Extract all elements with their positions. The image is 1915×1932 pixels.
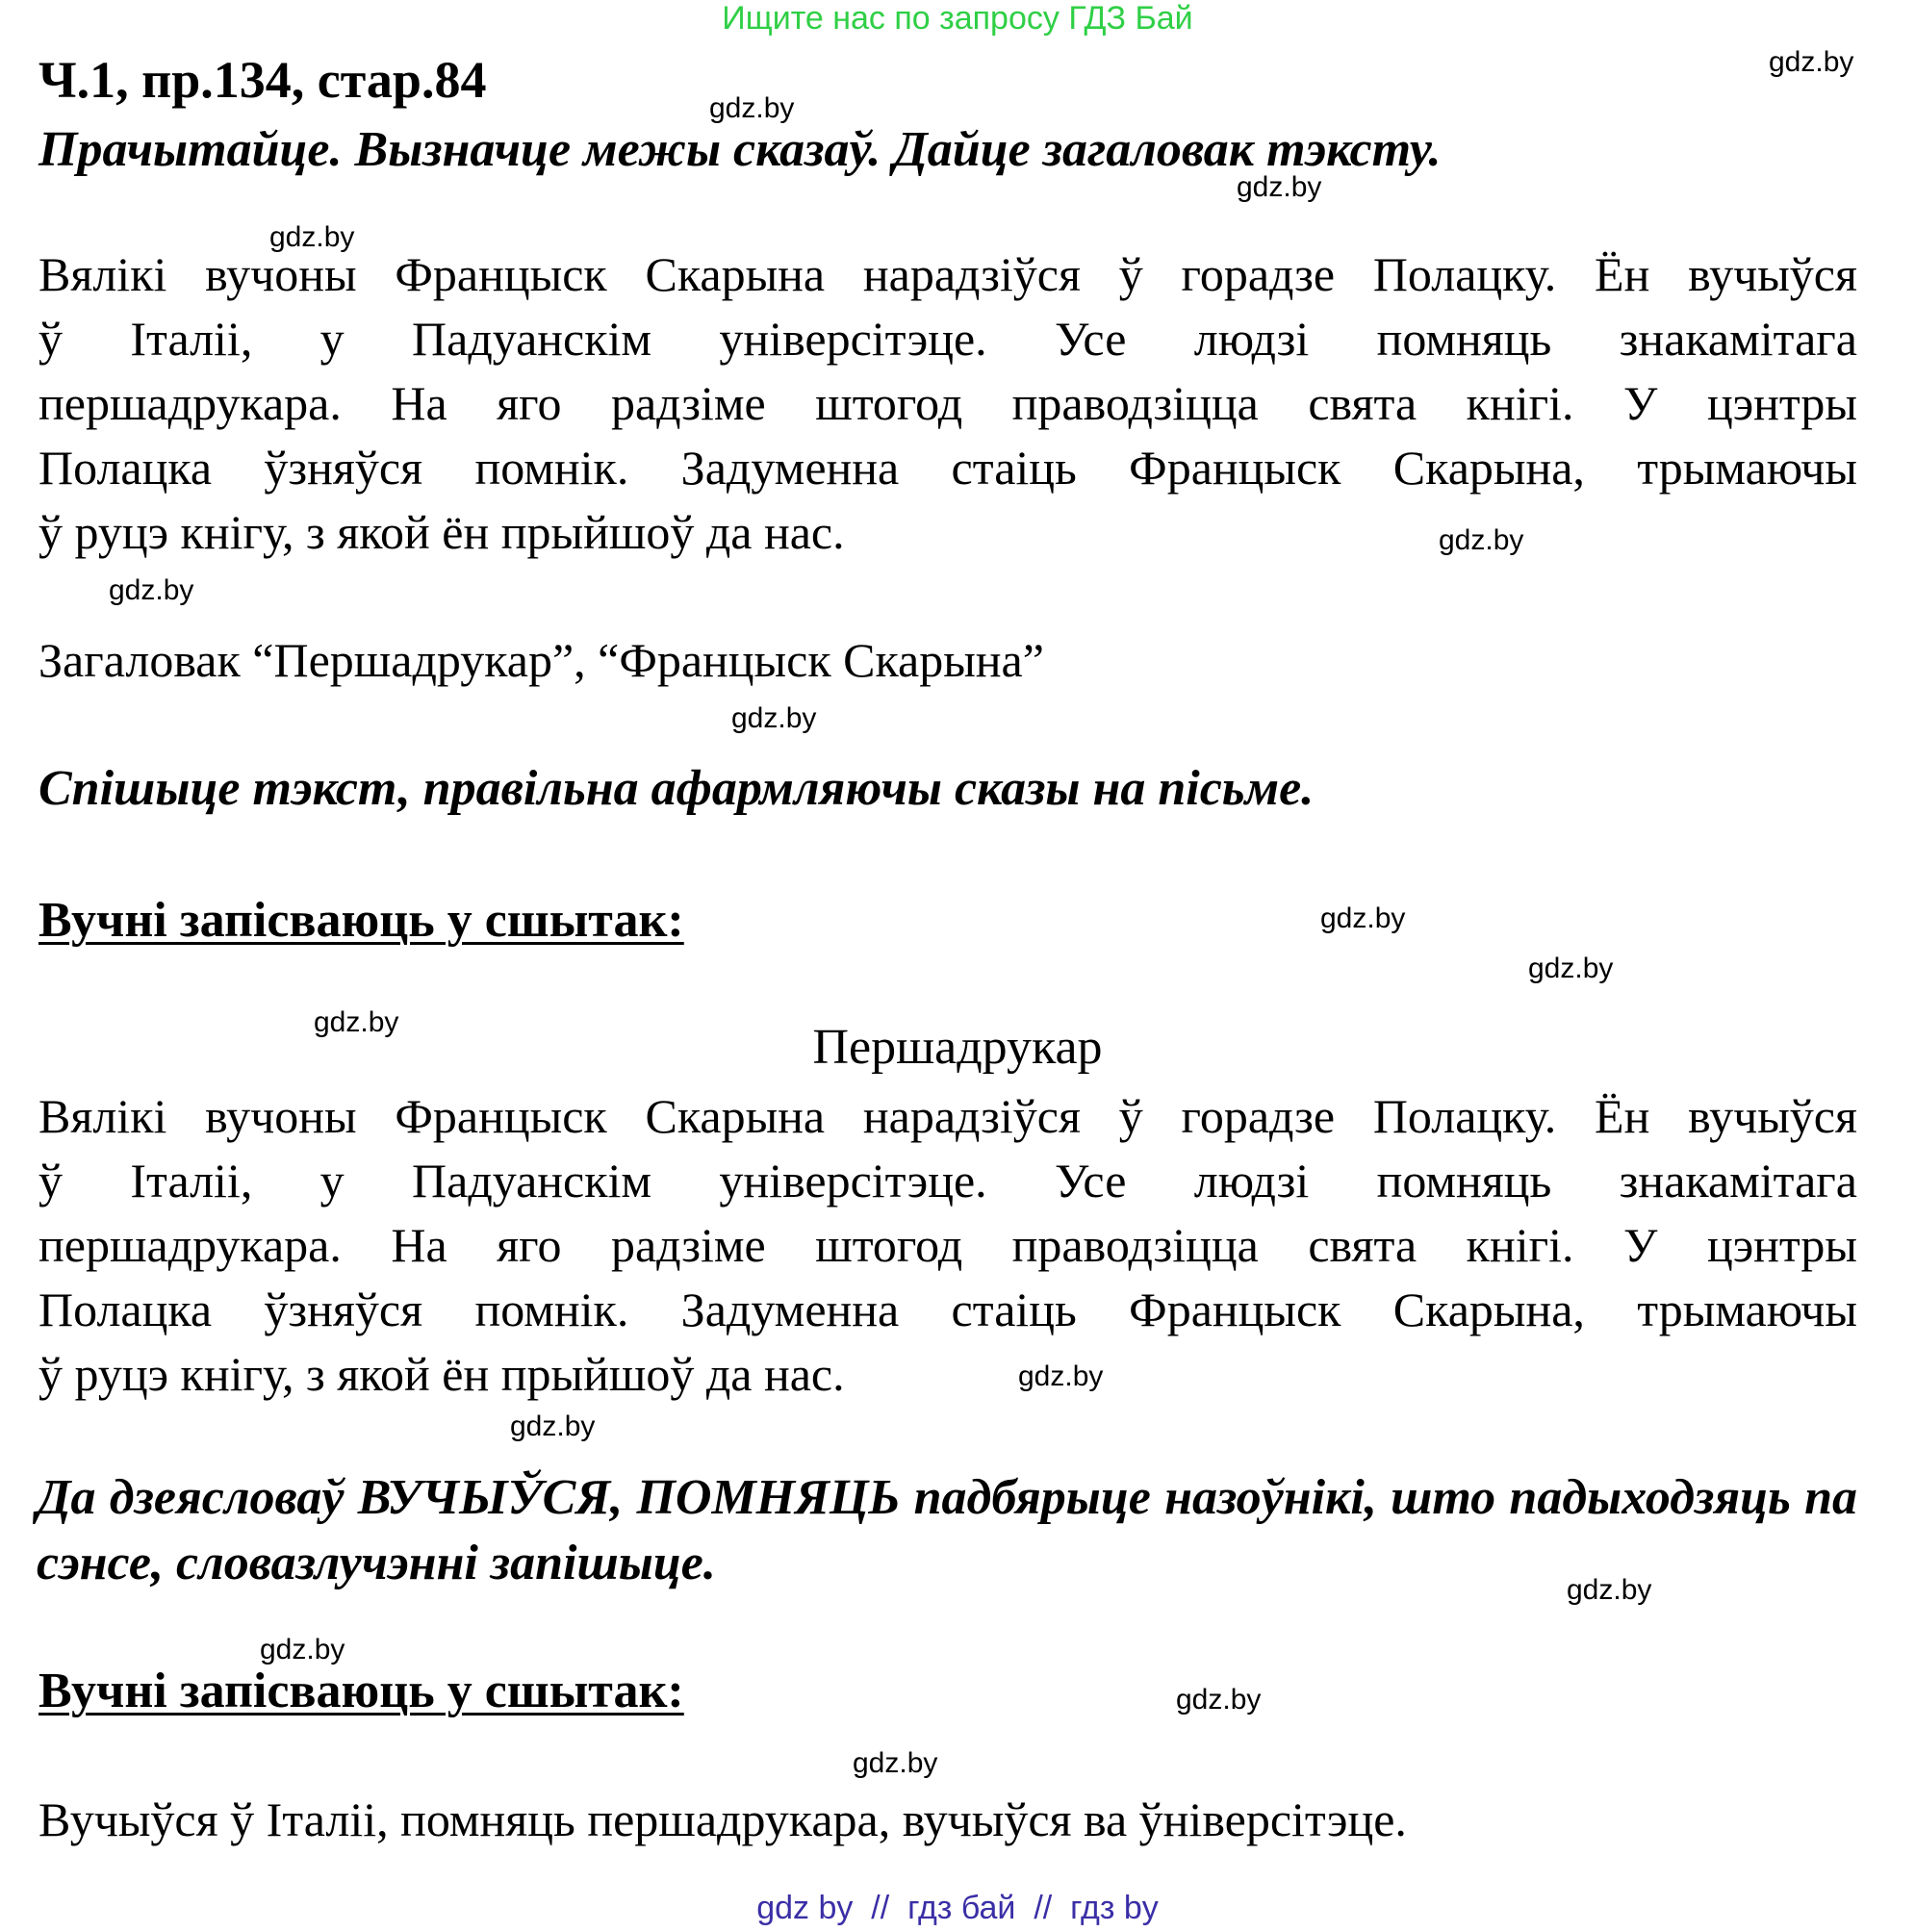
watermark: gdz.by bbox=[1439, 524, 1524, 556]
watermark: gdz.by bbox=[1320, 902, 1406, 934]
source-text bbox=[38, 242, 1857, 565]
task-1-instruction: Прачытайце. Вызначце межы сказаў. Дайце загаловак тэксту. bbox=[38, 122, 1442, 177]
task-3-instruction: Да дзеясловаў ВУЧЫЎСЯ, ПОМНЯЦЬ падбярыце назоўнікі, што падыходзяць па сэнсе, словазлучэнні запішыце. bbox=[37, 1470, 1857, 1590]
watermark: gdz.by bbox=[1018, 1360, 1104, 1392]
task-2-instruction: Спішыце тэкст, правільна афармляючы сказы на пісьме. bbox=[38, 761, 1315, 816]
copied-text-line: Полацка ўзняўся помнік. Задуменна стаіць Францыск Скарына, трымаючы bbox=[38, 1283, 1857, 1336]
watermark: gdz.by bbox=[1176, 1684, 1262, 1716]
watermark: gdz.by bbox=[269, 221, 355, 253]
page-heading: Ч.1, пр.134, стар.84 bbox=[38, 51, 487, 109]
watermark: gdz.by bbox=[510, 1411, 596, 1442]
copied-text-line: ў Італіі, у Падуанскім універсітэце. Усе людзі помняць знакамітага bbox=[38, 1154, 1857, 1208]
watermark: gdz.by bbox=[853, 1747, 938, 1779]
notebook-heading-1: Вучні запісваюць у сшытак: bbox=[38, 893, 684, 948]
source-text-line: Вялікі вучоны Францыск Скарына нарадзіўся ў горадзе Полацку. Ён вучыўся bbox=[38, 247, 1857, 301]
top-banner: Ищите нас по запросу ГДЗ Бай bbox=[722, 0, 1193, 37]
source-text-line: першадрукара. На яго радзіме штогод праводзіцца свята кнігі. У цэнтры bbox=[38, 376, 1857, 430]
watermark: gdz.by bbox=[731, 702, 817, 734]
watermark: gdz.by bbox=[1769, 46, 1854, 78]
source-text-line: Полацка ўзняўся помнік. Задуменна стаіць Францыск Скарына, трымаючы bbox=[38, 441, 1857, 495]
copied-text-line: першадрукара. На яго радзіме штогод праводзіцца свята кнігі. У цэнтры bbox=[38, 1218, 1857, 1272]
copied-text bbox=[38, 1084, 1857, 1407]
watermark: gdz.by bbox=[1528, 953, 1614, 984]
copied-text-line: ў руцэ кнігу, з якой ён прыйшоў да нас. bbox=[38, 1347, 845, 1401]
watermark: gdz.by bbox=[709, 92, 795, 124]
task-3-answer: Вучыўся ў Італіі, помняць першадрукара, вучыўся ва ўніверсітэце. bbox=[38, 1792, 1407, 1846]
source-text-line: ў руцэ кнігу, з якой ён прыйшоў да нас. bbox=[38, 505, 845, 559]
watermark: gdz.by bbox=[260, 1634, 345, 1665]
title-answer: Загаловак “Першадрукар”, “Францыск Скарына” bbox=[38, 633, 1044, 687]
footer-links: gdz by // гдз бай // гдз by bbox=[756, 1890, 1159, 1926]
copied-text-line: Вялікі вучоны Францыск Скарына нарадзіўся ў горадзе Полацку. Ён вучыўся bbox=[38, 1089, 1857, 1143]
watermark: gdz.by bbox=[1567, 1574, 1652, 1606]
watermark: gdz.by bbox=[314, 1006, 399, 1038]
watermark: gdz.by bbox=[109, 574, 194, 606]
notebook-heading-2: Вучні запісваюць у сшытак: bbox=[38, 1664, 684, 1718]
watermark: gdz.by bbox=[1237, 171, 1322, 203]
source-text-line: ў Італіі, у Падуанскім універсітэце. Усе людзі помняць знакамітага bbox=[38, 312, 1857, 366]
copied-text-title: Першадрукар bbox=[812, 1020, 1103, 1075]
